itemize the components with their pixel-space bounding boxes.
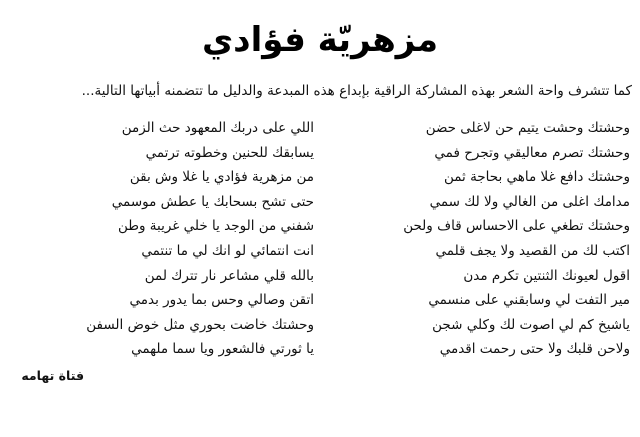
verse-line: شفني من الوجد يا خلي غريبة وطن bbox=[117, 218, 314, 235]
poem-left-column bbox=[10, 116, 314, 389]
verse-line: وحشتك تصرم معاليقي وتجرح فمي bbox=[434, 144, 630, 161]
verse-line: اكتب لك من القصيد ولا يجف قلمي bbox=[435, 242, 630, 259]
verse-line: مير التفت لي وسابقني على منسمي bbox=[428, 292, 630, 309]
verse-line: حتى تشح بسحابك يا عطش موسمي bbox=[111, 193, 314, 210]
verse-line: اقول لعيونك الثنتين تكرم مدن bbox=[463, 267, 630, 284]
verse-line: اتقن وصالي وحس بما يدور بدمي bbox=[129, 292, 314, 309]
poem-right-column bbox=[326, 116, 630, 362]
verse-line: مدامك اغلى من الغالي ولا لك سمي bbox=[429, 193, 630, 210]
verse-line: انت انتمائي لو انك لي ما تنتمي bbox=[141, 242, 314, 259]
verse-line: بالله قلي مشاعر نار تترك لمن bbox=[144, 267, 314, 284]
verse-line: وحشتك دافع غلا ماهي بحاجة ثمن bbox=[443, 169, 630, 186]
verse-line: ياشيخ كم لي اصوت لك وكلي شجن bbox=[432, 316, 630, 333]
verse-line: يا ثورتي فالشعور ويا سما ملهمي bbox=[131, 341, 314, 358]
intro-text: كما تتشرف واحة الشعر بهذه المشاركة الراقية بإبداع هذه المبدعة والدليل ما تتضمنه أبياتها التالية... bbox=[81, 83, 632, 99]
poem-title: مزهريّة فؤادي bbox=[202, 20, 438, 60]
verse-line: من مزهرية فؤادي يا غلا وش بقن bbox=[129, 169, 314, 186]
verse-line: وحشتك تطغي على الاحساس قاف ولحن bbox=[403, 218, 630, 235]
verse-line: وحشتك وحشت يتيم حن لاغلى حضن bbox=[425, 120, 630, 136]
poet-signature: فتاة تهامه bbox=[21, 367, 84, 383]
verse-line: ولاحن قلبك ولا حتى رحمت اقدمي bbox=[439, 341, 630, 358]
verse-line: اللي على دربك المعهود حث الزمن bbox=[121, 120, 314, 136]
verse-line: وحشتك خاضت بحوري مثل خوض السفن bbox=[86, 316, 314, 333]
verse-line: يسابقك للحنين وخطوته ترتمي bbox=[145, 144, 314, 161]
